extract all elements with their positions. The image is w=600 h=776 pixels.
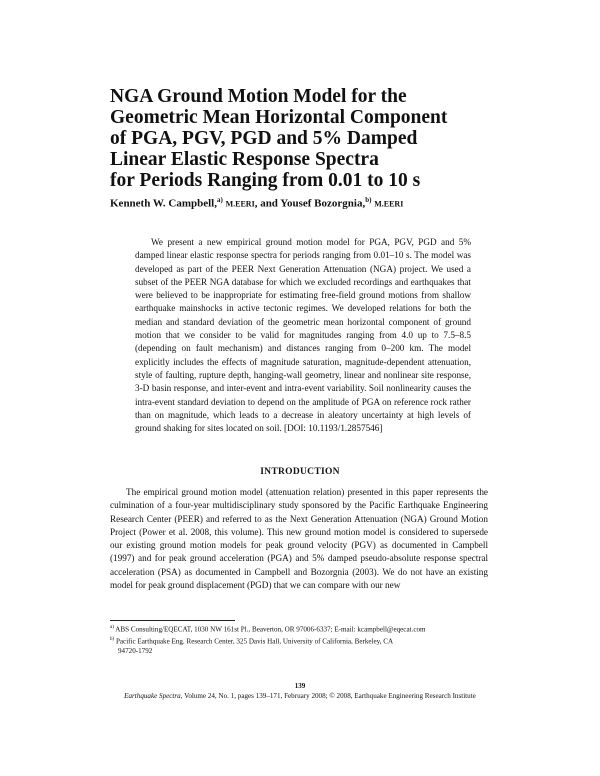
author-joiner: , and: [254, 197, 281, 210]
journal-name: Earthquake Spectra,: [124, 692, 183, 700]
footnote-mark: a): [110, 625, 114, 630]
author-1-membership: M.EERI: [225, 199, 255, 209]
paper-title: [110, 86, 530, 191]
footnote-mark: b): [110, 636, 115, 642]
author-line: [110, 196, 530, 210]
title-line: Geometric Mean Horizontal Component: [110, 107, 448, 128]
footnote-affiliation-b: [110, 635, 490, 647]
page-number: 139: [294, 682, 306, 690]
footnote-continuation: 94720-1792: [118, 647, 153, 656]
title-line: of PGA, PGV, PGD and 5% Damped: [110, 128, 418, 149]
section-heading-introduction: INTRODUCTION: [260, 467, 340, 477]
author-1-name: Kenneth W. Campbell,: [110, 197, 217, 210]
footnotes: [110, 623, 490, 656]
footnote-affiliation-a: [110, 623, 490, 635]
citation-details: Volume 24, No. 1, pages 139–171, February 2008; © 2008, Earthquake Engineering Research Institute: [182, 692, 476, 700]
footnote-divider: [110, 620, 235, 621]
author-2-membership: M.EERI: [374, 199, 404, 209]
author-2-footnote-mark: b): [365, 196, 372, 204]
journal-citation: [0, 692, 600, 700]
title-line: for Periods Ranging from 0.01 to 10 s: [110, 170, 421, 191]
author-1-footnote-mark: a): [216, 196, 223, 204]
title-line: Linear Elastic Response Spectra: [110, 149, 379, 170]
title-line: NGA Ground Motion Model for the: [110, 86, 407, 107]
footnote-text: Pacific Earthquake Eng. Research Center, 325 Davis Hall, University of California, Berkeley, CA: [114, 636, 394, 645]
abstract: We present a new empirical ground motion model for PGA, PGV, PGD and 5% damped linear elastic response spectra for periods ranging from 0.01–10 s. The model was developed as part of the PEER Next Generation Attenuation (NGA) project. We used a subset of the PEER NGA database for which we excluded recordings and earthquakes that were believed to be inappropriate for estimating free-field ground motions from shallow earthquake mainshocks in active tectonic regimes. We developed relations for both the median and standard deviation of the geometric mean horizontal component of ground motion that we consider to be valid for magnitudes ranging from 4.0 up to 7.5–8.5 (depending on fault mechanism) and distances ranging from 0–200 km. The model explicitly includes the effects of magnitude saturation, magnitude-dependent attenuation, style of faulting, rupture depth, hanging-wall geometry, linear and nonlinear site response, 3-D basin response, and inter-event and intra-event variability. Soil nonlinearity causes the intra-event standard deviation to depend on the amplitude of PGA on reference rock rather than on magnitude, which leads to a decrease in aleatory uncertainty at high levels of ground shaking for sites located on soil. [DOI: 10.1193/1.2857546]: [135, 237, 471, 434]
introduction-paragraph: The empirical ground motion model (attenuation relation) presented in this paper represents the culmination of a four-year multidisciplinary study sponsored by the Pacific Earthquake Engineering Research Center (PEER) and referred to as the Next Generation Attenuation (NGA) Ground Motion Project (Power et al. 2008, this volume). This new ground motion model is considered to supersede our existing ground motion models for peak ground velocity (PGV) as documented in Campbell (1997) and for peak ground acceleration (PGA) and 5% damped pseudo-absolute response spectral acceleration (PSA) as documented in Campbell and Bozorgnia (2003). We do not have an existing model for peak ground displacement (PGD) that we can compare with our new: [110, 487, 488, 591]
author-2-name: Yousef Bozorgnia,: [280, 197, 366, 210]
footnote-text: ABS Consulting/EQECAT, 1030 NW 161st Pl., Beaverton, OR 97006-6337; E-mail: kcampbell@eqecat.com: [113, 625, 426, 634]
